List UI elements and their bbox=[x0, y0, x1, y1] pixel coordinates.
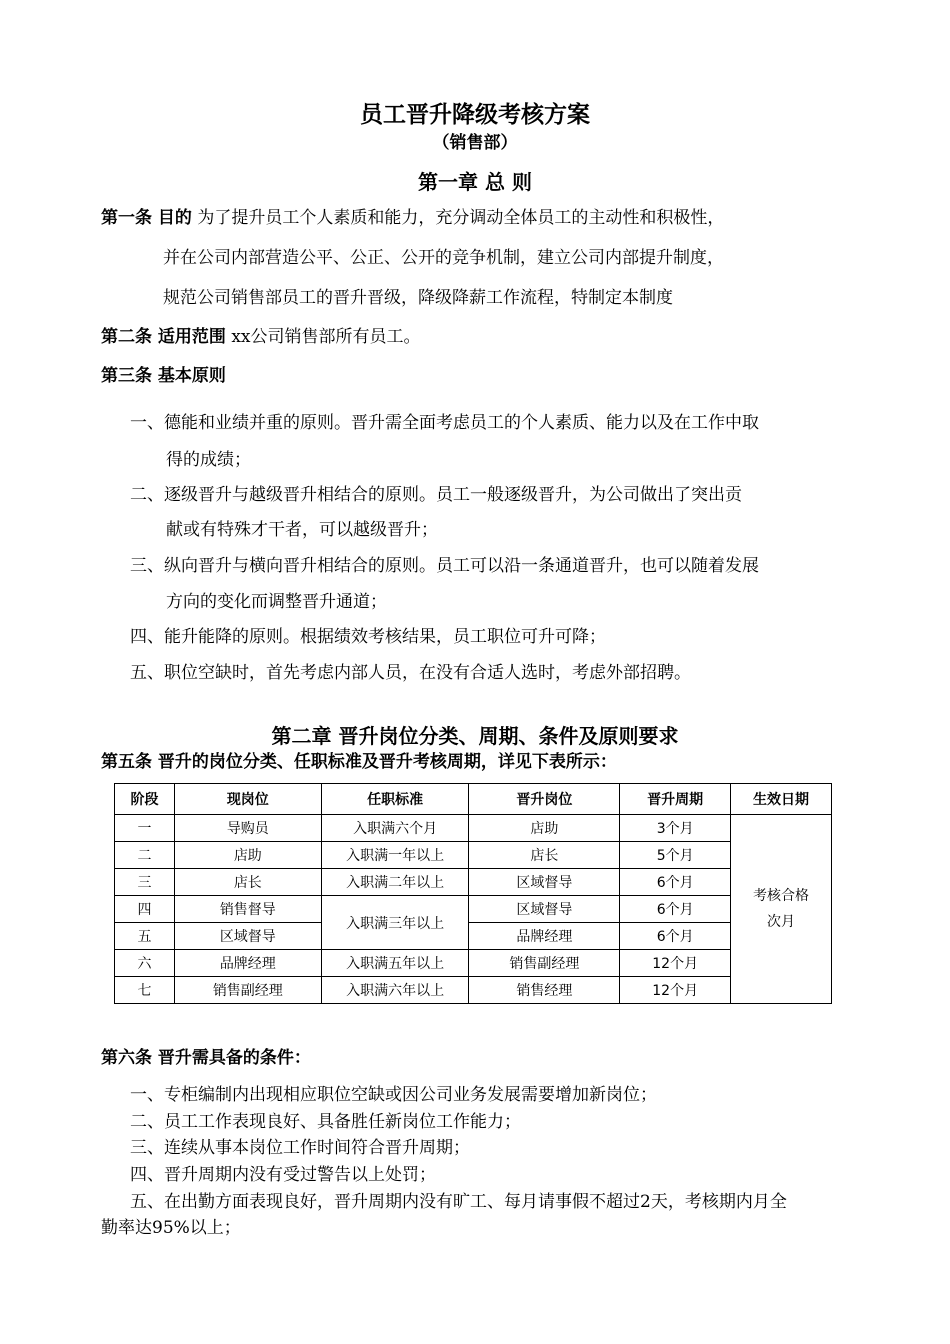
cell-current: 店助 bbox=[174, 842, 321, 869]
cell-period: 6个月 bbox=[620, 923, 731, 950]
article-1-line-3: 规范公司销售部员工的晋升晋级，降级降薪工作流程，特制定本制度 bbox=[163, 288, 673, 308]
principle-2-line-2: 献或有特殊才干者，可以越级晋升； bbox=[166, 520, 438, 540]
cell-target: 区域督导 bbox=[469, 869, 620, 896]
chapter-2-heading: 第二章 晋升岗位分类、周期、条件及原则要求 bbox=[271, 724, 679, 748]
cell-period: 12个月 bbox=[620, 977, 731, 1004]
cell-stage: 七 bbox=[115, 977, 175, 1004]
cell-standard: 入职满一年以上 bbox=[321, 842, 469, 869]
article-1-line-2: 并在公司内部营造公平、公正、公开的竞争机制，建立公司内部提升制度， bbox=[163, 248, 724, 268]
cell-current: 导购员 bbox=[174, 815, 321, 842]
table-row bbox=[115, 977, 832, 1004]
cell-target: 品牌经理 bbox=[469, 923, 620, 950]
cell-period: 3个月 bbox=[620, 815, 731, 842]
condition-4: 四、晋升周期内没有受过警告以上处罚； bbox=[130, 1165, 436, 1185]
cell-current: 销售副经理 bbox=[174, 977, 321, 1004]
cell-target: 店助 bbox=[469, 815, 620, 842]
header-effective-date: 生效日期 bbox=[731, 784, 832, 815]
cell-standard: 入职满三年以上 bbox=[321, 896, 469, 950]
principle-1-line-1: 一、德能和业绩并重的原则。晋升需全面考虑员工的个人素质、能力以及在工作中取 bbox=[130, 413, 759, 433]
effective-line-2: 次月 bbox=[767, 914, 796, 930]
principle-5: 五、职位空缺时，首先考虑内部人员，在没有合适人选时，考虑外部招聘。 bbox=[130, 663, 691, 683]
cell-period: 6个月 bbox=[620, 896, 731, 923]
cell-stage: 六 bbox=[115, 950, 175, 977]
header-current-position: 现岗位 bbox=[174, 784, 321, 815]
condition-3: 三、连续从事本岗位工作时间符合晋升周期； bbox=[130, 1138, 470, 1158]
document-subtitle: （销售部） bbox=[432, 133, 518, 153]
article-1-line-1: 为了提升员工个人素质和能力，充分调动全体员工的主动性和积极性， bbox=[197, 208, 725, 228]
cell-period: 12个月 bbox=[620, 950, 731, 977]
principle-4: 四、能升能降的原则。根据绩效考核结果，员工职位可升可降； bbox=[130, 627, 606, 647]
document-title: 员工晋升降级考核方案 bbox=[360, 102, 590, 128]
header-target-position: 晋升岗位 bbox=[469, 784, 620, 815]
principle-1-line-2: 得的成绩； bbox=[166, 450, 251, 470]
article-2 bbox=[101, 325, 421, 349]
article-1-label: 第一条 目的 bbox=[101, 208, 192, 228]
cell-standard: 入职满六年以上 bbox=[321, 977, 469, 1004]
effective-line-1: 考核合格 bbox=[753, 888, 810, 904]
cell-standard: 入职满六个月 bbox=[321, 815, 469, 842]
article-2-label: 第二条 适用范围 bbox=[101, 327, 226, 347]
table-row bbox=[115, 923, 832, 950]
cell-period: 6个月 bbox=[620, 869, 731, 896]
condition-1: 一、专柜编制内出现相应职位空缺或因公司业务发展需要增加新岗位； bbox=[130, 1085, 657, 1105]
table-row bbox=[115, 950, 832, 977]
principle-3-line-1: 三、纵向晋升与横向晋升相结合的原则。员工可以沿一条通道晋升，也可以随着发展 bbox=[130, 556, 759, 576]
cell-stage: 二 bbox=[115, 842, 175, 869]
article-3-label: 第三条 基本原则 bbox=[101, 366, 226, 386]
cell-current: 店长 bbox=[174, 869, 321, 896]
table-row bbox=[115, 869, 832, 896]
cell-target: 销售副经理 bbox=[469, 950, 620, 977]
table-row bbox=[115, 815, 832, 842]
header-period: 晋升周期 bbox=[620, 784, 731, 815]
condition-5-line-2: 勤率达95%以上； bbox=[101, 1218, 241, 1238]
article-5: 第五条 晋升的岗位分类、任职标准及晋升考核周期，详见下表所示： bbox=[101, 752, 617, 772]
cell-stage: 三 bbox=[115, 869, 175, 896]
cell-target: 店长 bbox=[469, 842, 620, 869]
table-row bbox=[115, 842, 832, 869]
cell-target: 销售经理 bbox=[469, 977, 620, 1004]
cell-current: 区域督导 bbox=[174, 923, 321, 950]
cell-stage: 一 bbox=[115, 815, 175, 842]
promotion-table bbox=[114, 783, 832, 1004]
cell-stage: 四 bbox=[115, 896, 175, 923]
article-1 bbox=[101, 206, 724, 230]
cell-target: 区域督导 bbox=[469, 896, 620, 923]
header-standard: 任职标准 bbox=[321, 784, 469, 815]
principle-3-line-2: 方向的变化而调整晋升通道； bbox=[166, 592, 387, 612]
cell-stage: 五 bbox=[115, 923, 175, 950]
table-row bbox=[115, 896, 832, 923]
condition-5-line-1: 五、在出勤方面表现良好，晋升周期内没有旷工、每月请事假不超过2天，考核期内月全 bbox=[130, 1192, 787, 1212]
condition-2: 二、员工工作表现良好、具备胜任新岗位工作能力； bbox=[130, 1112, 521, 1132]
principle-2-line-1: 二、逐级晋升与越级晋升相结合的原则。员工一般逐级晋升，为公司做出了突出贡 bbox=[130, 485, 742, 505]
cell-effective-date bbox=[731, 815, 832, 1004]
cell-current: 品牌经理 bbox=[174, 950, 321, 977]
article-6: 第六条 晋升需具备的条件： bbox=[101, 1048, 311, 1068]
article-2-text: xx公司销售部所有员工。 bbox=[231, 327, 421, 347]
cell-period: 5个月 bbox=[620, 842, 731, 869]
table-header-row bbox=[115, 784, 832, 815]
cell-standard: 入职满二年以上 bbox=[321, 869, 469, 896]
header-stage: 阶段 bbox=[115, 784, 175, 815]
cell-standard: 入职满五年以上 bbox=[321, 950, 469, 977]
chapter-1-heading: 第一章 总 则 bbox=[418, 170, 532, 194]
cell-current: 销售督导 bbox=[174, 896, 321, 923]
